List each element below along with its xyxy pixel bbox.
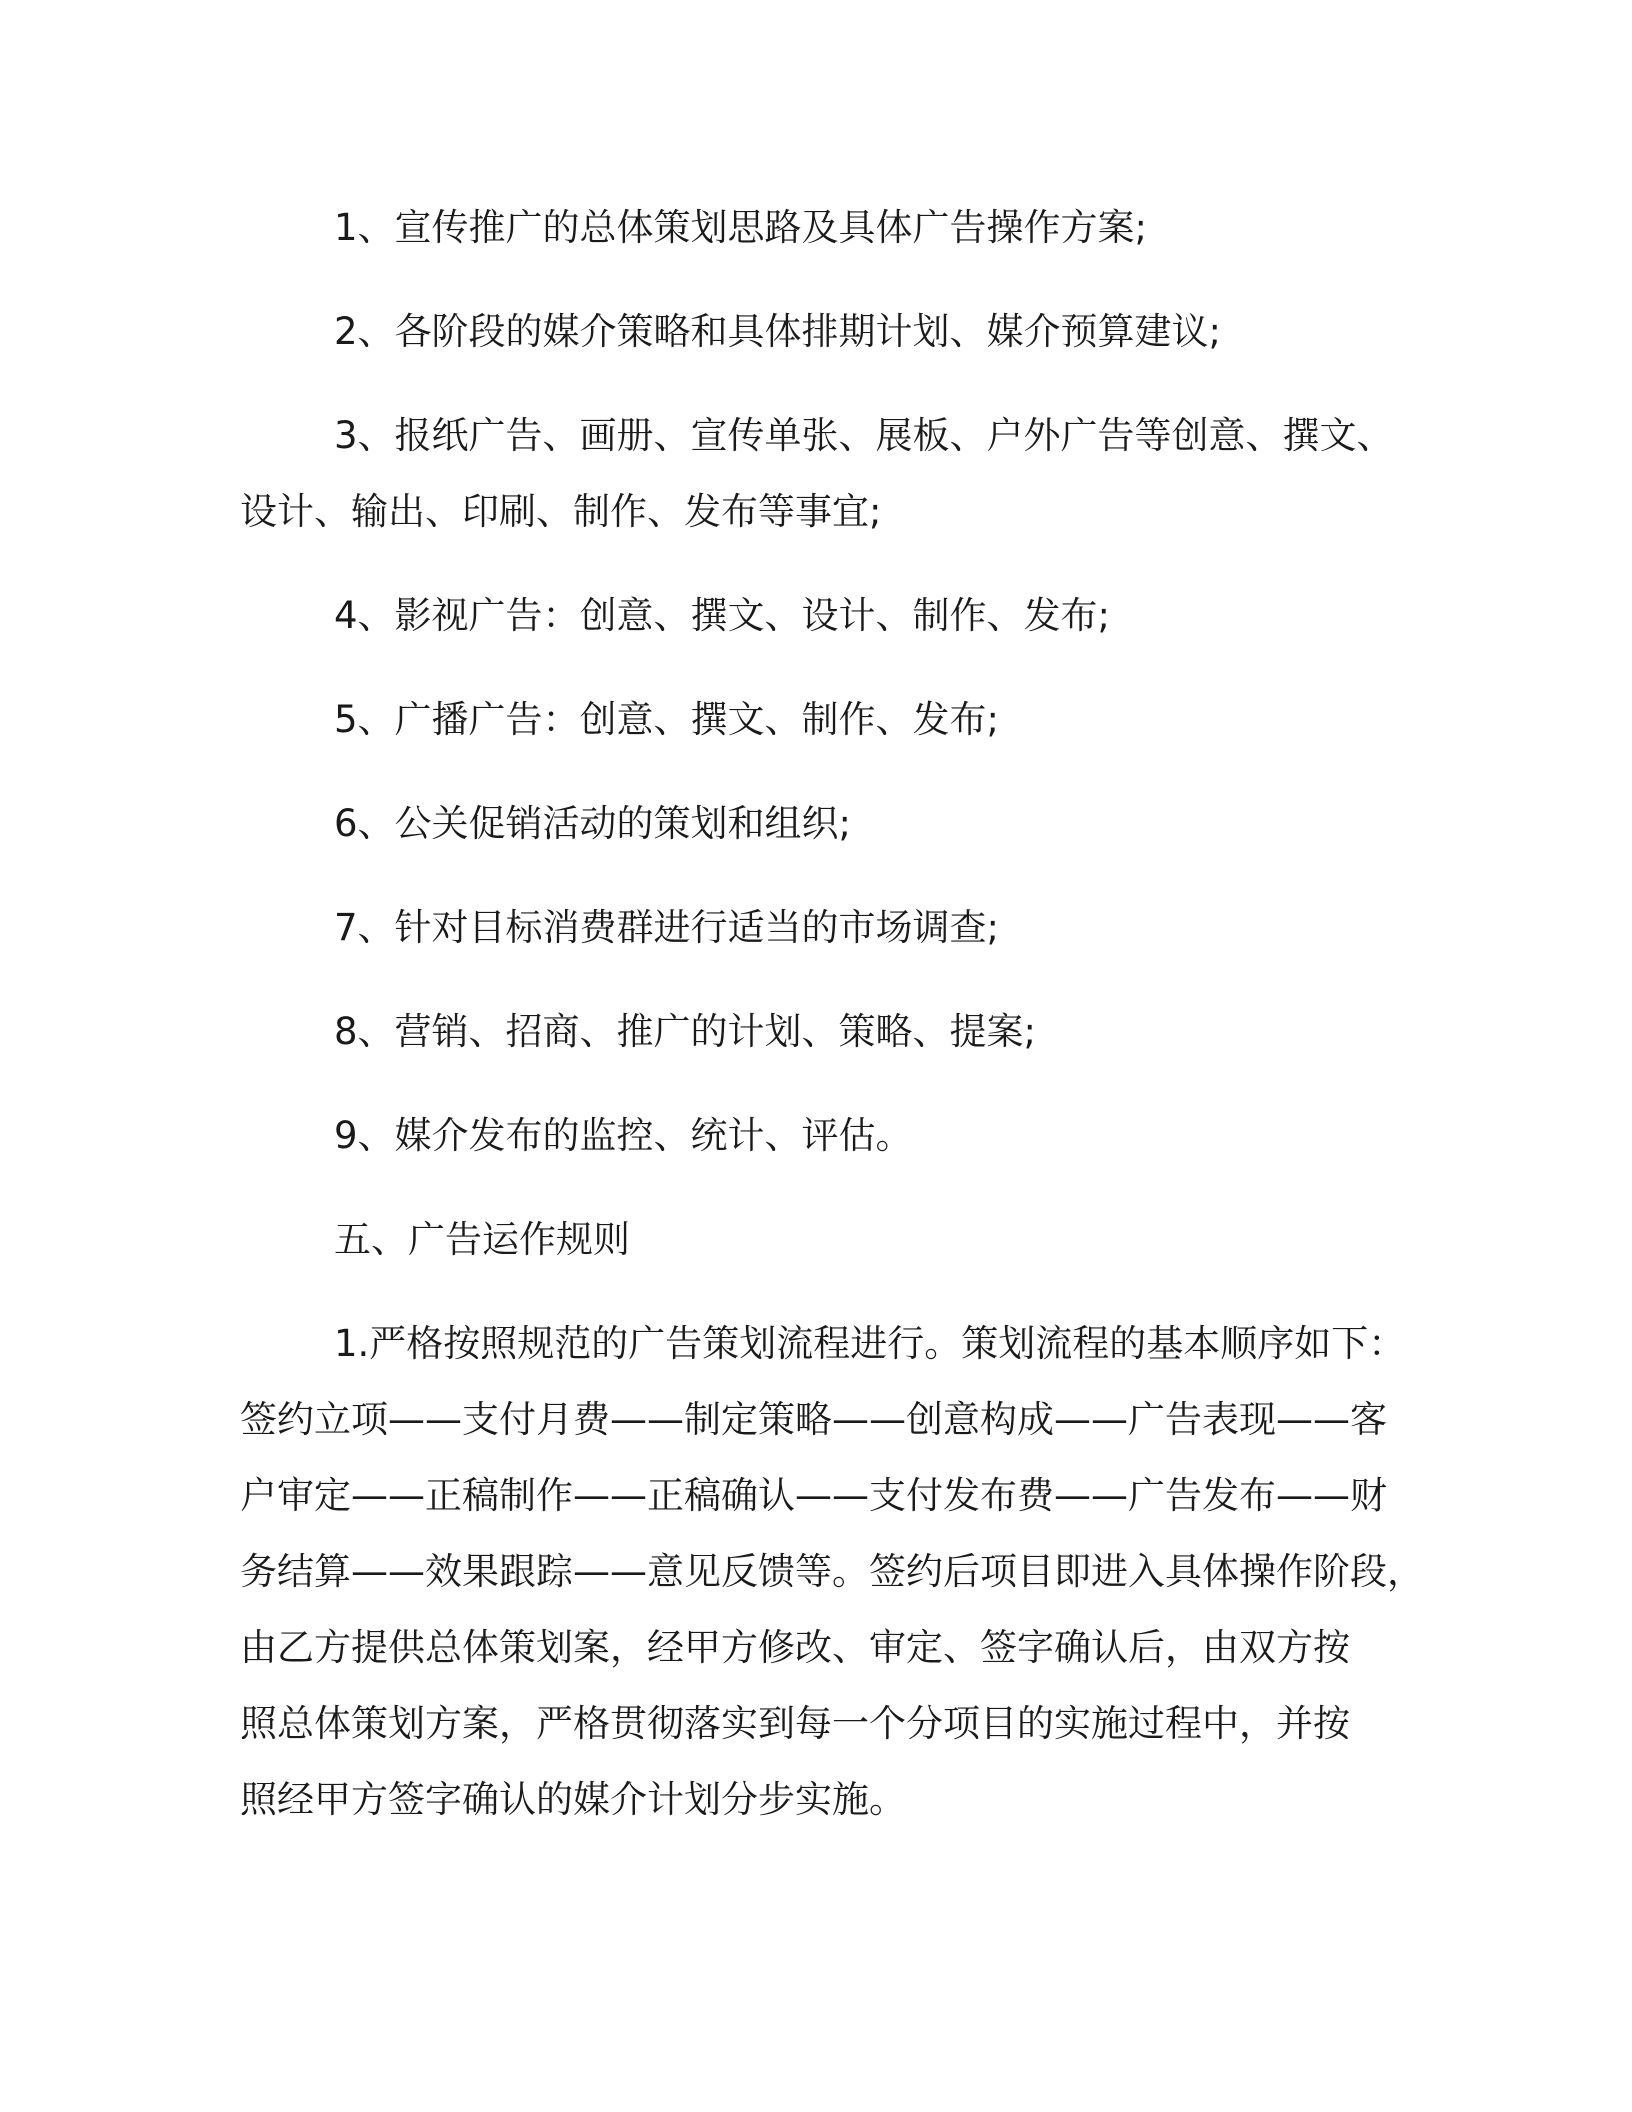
rule-line-3: 户审定——正稿制作——正稿确认——支付发布费——广告发布——财: [240, 1474, 1387, 1517]
list-item-7: 7、针对目标消费群进行适当的市场调查;: [334, 906, 1000, 949]
rule-line-2: 签约立项——支付月费——制定策略——创意构成——广告表现——客: [240, 1398, 1387, 1441]
rule-line-7: 照经甲方签字确认的媒介计划分步实施。: [240, 1778, 906, 1821]
rule-paragraph-1: [240, 1306, 1424, 1838]
list-item-1: 1、宣传推广的总体策划思路及具体广告操作方案;: [334, 206, 1148, 249]
list-item-3-line-2: 设计、输出、印刷、制作、发布等事宜;: [240, 490, 882, 533]
document-body: [240, 190, 1424, 1866]
list-item-4: 4、影视广告：创意、撰文、设计、制作、发布;: [334, 594, 1111, 637]
list-item-8: 8、营销、招商、推广的计划、策略、提案;: [334, 1010, 1037, 1053]
rule-line-6: 照总体策划方案，严格贯彻落实到每一个分项目的实施过程中，并按: [240, 1702, 1350, 1745]
list-item-9: 9、媒介发布的监控、统计、评估。: [334, 1114, 913, 1157]
list-item-3-line-1: 3、报纸广告、画册、宣传单张、展板、户外广告等创意、撰文、: [334, 414, 1394, 457]
list-item-6: 6、公关促销活动的策划和组织;: [334, 802, 852, 845]
rule-line-4: 务结算——效果跟踪——意见反馈等。签约后项目即进入具体操作阶段，: [240, 1550, 1424, 1593]
list-item-2: 2、各阶段的媒介策略和具体排期计划、媒介预算建议;: [334, 310, 1222, 353]
rule-line-1: 1.严格按照规范的广告策划流程进行。策划流程的基本顺序如下：: [334, 1322, 1406, 1365]
section-heading: 五、广告运作规则: [334, 1218, 630, 1261]
rule-line-5: 由乙方提供总体策划案，经甲方修改、审定、签字确认后，由双方按: [240, 1626, 1350, 1669]
list-item-5: 5、广播广告：创意、撰文、制作、发布;: [334, 698, 1000, 741]
list-item-3: [240, 398, 1400, 550]
